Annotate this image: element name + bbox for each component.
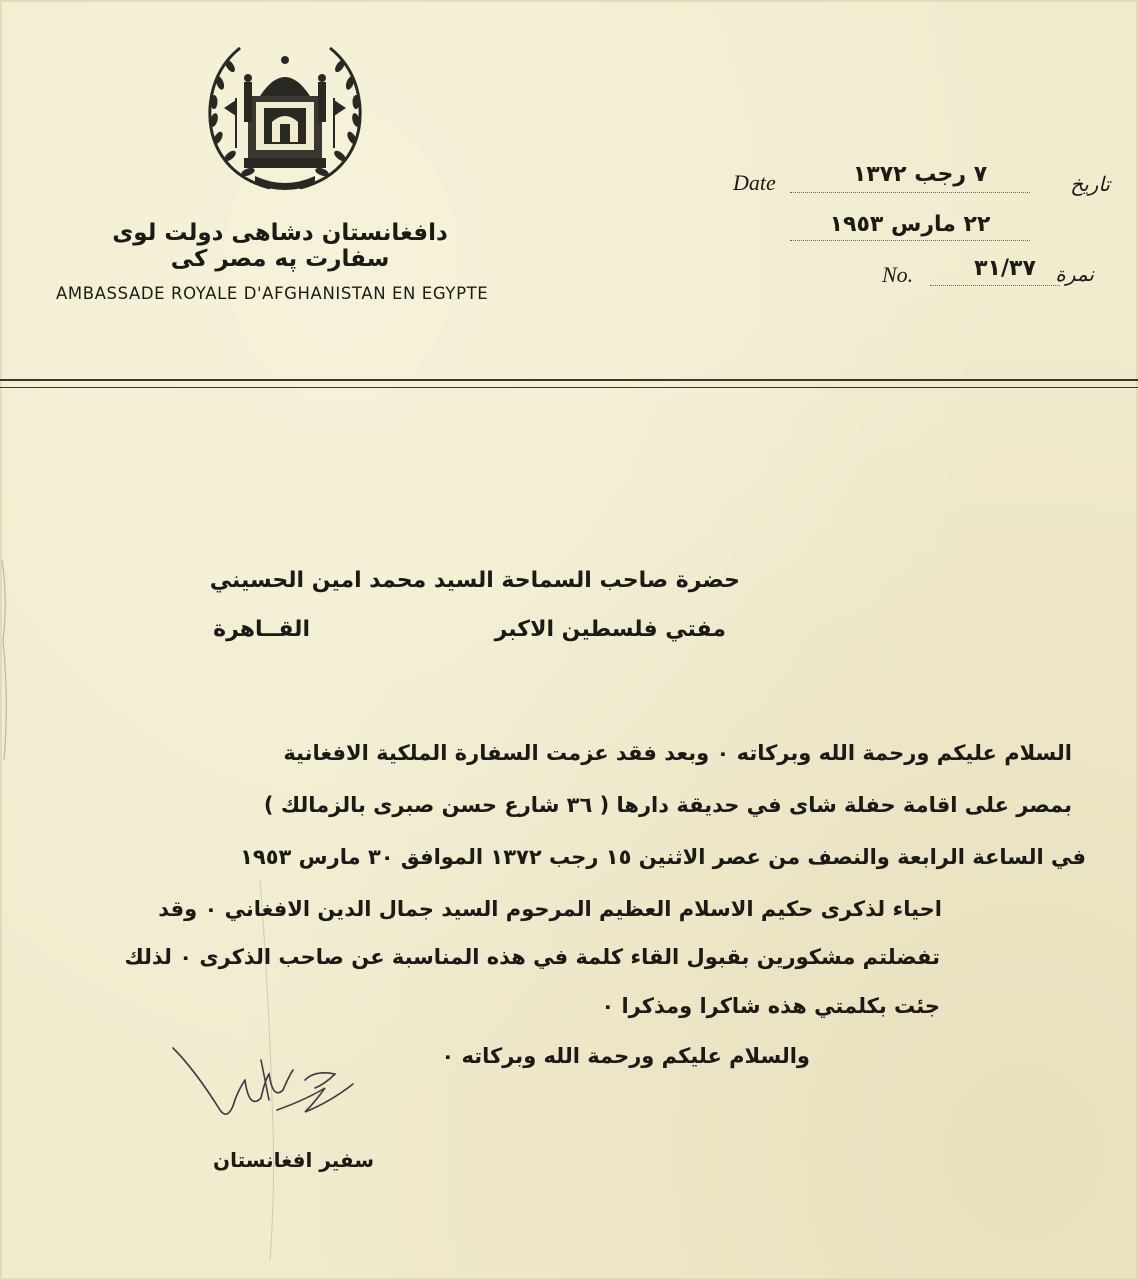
handwritten-signature: [165, 1040, 365, 1130]
header-separator-thin: [0, 387, 1138, 388]
addressee-title: مفتي فلسطين الاكبر: [494, 617, 726, 642]
date-label-fr: Date: [733, 170, 776, 195]
letterhead-french-title: AMBASSADE ROYALE D'AFGHANISTAN EN EGYPTE: [56, 284, 489, 303]
addressee-line-1: حضرة صاحب السماحة السيد محمد امين الحسيني: [209, 568, 740, 593]
date-label-ar: تاريخ: [1070, 172, 1110, 196]
date-dotted-line: [790, 192, 1030, 193]
addressee-city: القــاهرة: [213, 617, 310, 642]
date-gregorian-dotted-line: [790, 240, 1030, 241]
date-hijri: ٧ رجب ١٣٧٢: [852, 162, 988, 187]
number-label-fr: No.: [882, 262, 914, 287]
body-line-5: تفضلتم مشكورين بقبول القاء كلمة في هذه المناسبة عن صاحب الذكرى ٠ لذلك: [124, 945, 940, 969]
body-line-6: جئت بكلمتي هذه شاكرا ومذكرا ٠: [601, 994, 940, 1018]
signature-title: سفير افغانستان: [213, 1148, 374, 1172]
body-line-3: في الساعة الرابعة والنصف من عصر الاثنين ١٥ رجب ١٣٧٢ الموافق ٣٠ مارس ١٩٥٣: [240, 845, 1086, 869]
header-separator-thick: [0, 379, 1138, 381]
letterhead-farsi-title: دافغانستان دشاهی دولت لوی سفارت په مصر کی: [112, 220, 448, 272]
closing-line: والسلام عليكم ورحمة الله وبركاته ٠: [441, 1044, 810, 1068]
afghan-royal-emblem: [200, 38, 370, 196]
number-value: ٣١/٣٧: [974, 256, 1036, 281]
body-line-1: السلام عليكم ورحمة الله وبركاته ٠ وبعد فقد عزمت السفارة الملكية الافغانية: [283, 741, 1072, 765]
body-line-2: بمصر على اقامة حفلة شاى في حديقة دارها ( ٣٦ شارع حسن صبرى بالزمالك ): [263, 793, 1072, 817]
number-label-ar: نمرة: [1055, 262, 1094, 286]
body-line-4: احياء لذكرى حكيم الاسلام العظيم المرحوم السيد جمال الدين الافغاني ٠ وقد: [158, 897, 942, 921]
date-gregorian: ٢٢ مارس ١٩٥٣: [829, 212, 991, 237]
